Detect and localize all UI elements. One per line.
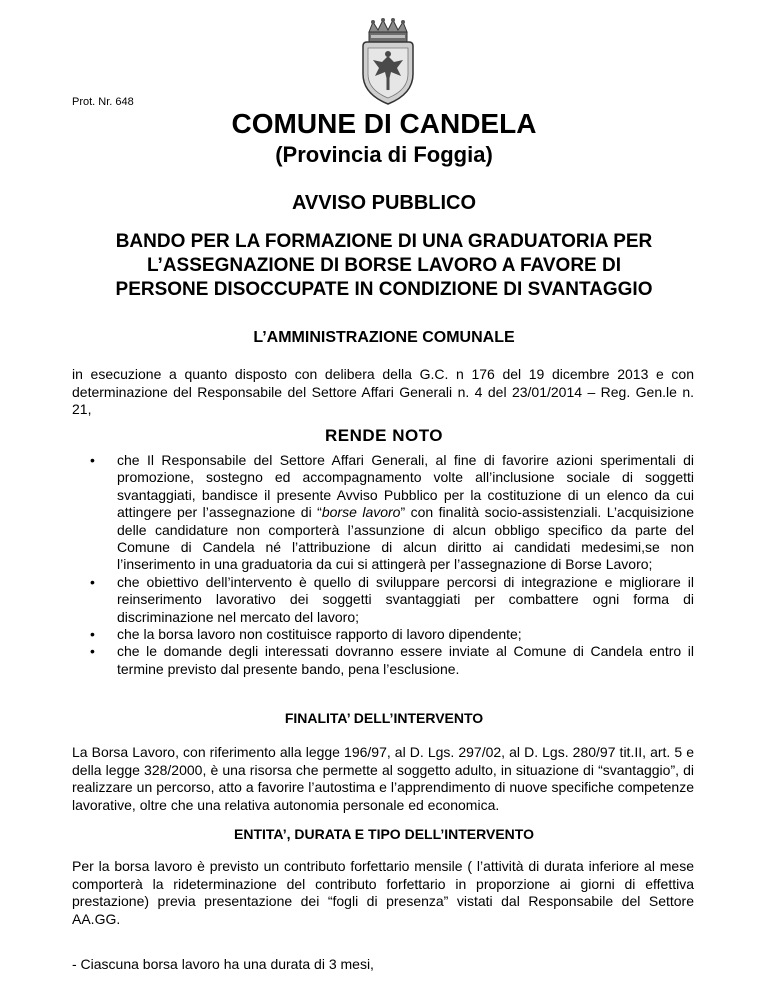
list-item [90,643,694,678]
list-item [90,452,694,574]
list-item-text: che Il Responsabile del Settore Affari Generali, al fine di favorire azioni sperimentali di promozione, sostegno ed accompagnamento volte all’inclusione sociale di soggetti svantaggiati, bandisce il presente Avviso Pubblico per la costituzione di un elenco da cui attingere per l’assegnazione di “ [117,452,694,521]
duration-line: - Ciascuna borsa lavoro ha una durata di 3 mesi, [72,956,374,972]
bullet-dot-icon: • [90,452,95,468]
list-item-text: che la borsa lavoro non costituisce rapporto di lavoro dipendente; [117,626,522,643]
bullet-dot-icon: • [90,626,95,643]
municipal-coat-of-arms-icon [355,18,421,106]
protocol-number: Prot. Nr. 648 [72,96,134,108]
entita-heading: ENTITA’, DURATA E TIPO DELL’INTERVENTO [234,826,534,842]
list-item [90,626,694,643]
notice-title-line: BANDO PER LA FORMAZIONE DI UNA GRADUATORIA PER [115,231,653,252]
administration-heading: L’AMMINISTRAZIONE COMUNALE [253,329,515,346]
rende-noto-heading: RENDE NOTO [324,426,444,445]
finalita-paragraph: La Borsa Lavoro, con riferimento alla legge 196/97, al D. Lgs. 297/02, al D. Lgs. 280/97 tit.II, art. 5 e della legge 328/2000, è una risorsa che permette al soggetto adulto, in situazione di “svantaggio”, di realizzare un percorso, atto a favorire l’autostima e l’apprendimento di nuove specifiche competenze lavorative, oltre che una relativa autonomia personale ed economica. [72,744,694,813]
administration-intro-paragraph: in esecuzione a quanto disposto con delibera della G.C. n 176 del 19 dicembre 2013 e con determinazione del Responsabile del Settore Affari Generali n. 4 del 23/01/2014 – Reg. Gen.le n. 21, [72,366,694,417]
notice-title [60,230,708,302]
notice-title-line: PERSONE DISOCCUPATE IN CONDIZIONE DI SVANTAGGIO [115,279,653,300]
bullet-dot-icon: • [90,643,95,660]
list-item [90,574,694,626]
list-item-text: ” con finalità socio-assistenziali. L’acquisizione delle candidature non comporterà l’assunzione di alcun obbligo specifico da parte del Comune di Candela né l’attribuzione di alcun diritto ai candidati medesimi,se non l’inserimento in una graduatoria da cui si attingerà per l’assegnazione di Borse Lavoro; [117,504,694,573]
municipality-title: COMUNE DI CANDELA [231,108,537,139]
notice-title-line: L’ASSEGNAZIONE DI BORSE LAVORO A FAVORE DI [147,255,621,276]
list-item-text: che obiettivo dell’intervento è quello di sviluppare percorsi di integrazione e migliorare il reinserimento lavorativo dei soggetti svantaggiati per combattere ogni forma di discriminazione nel mercato del lavoro; [117,573,694,625]
province-subtitle: (Provincia di Foggia) [275,142,493,167]
bullet-dot-icon: • [90,573,95,590]
notice-type-heading: AVVISO PUBBLICO [291,192,477,214]
list-item-emphasis: borse lavoro [321,504,401,521]
entita-paragraph: Per la borsa lavoro è previsto un contributo forfettario mensile ( l’attività di durata inferiore al mese comporterà la rideterminazione del contributo forfettario in proporzione ai giorni di effettiva prestazione) previa presentazione dei “fogli di presenza” vistati dal Responsabile del Settore AA.GG. [72,858,694,927]
rende-noto-list [90,452,694,678]
finalita-heading: FINALITA’ DELL’INTERVENTO [284,710,484,726]
list-item-text: che le domande degli interessati dovranno essere inviate al Comune di Candela entro il termine previsto dal presente bando, pena l’esclusione. [117,643,694,677]
